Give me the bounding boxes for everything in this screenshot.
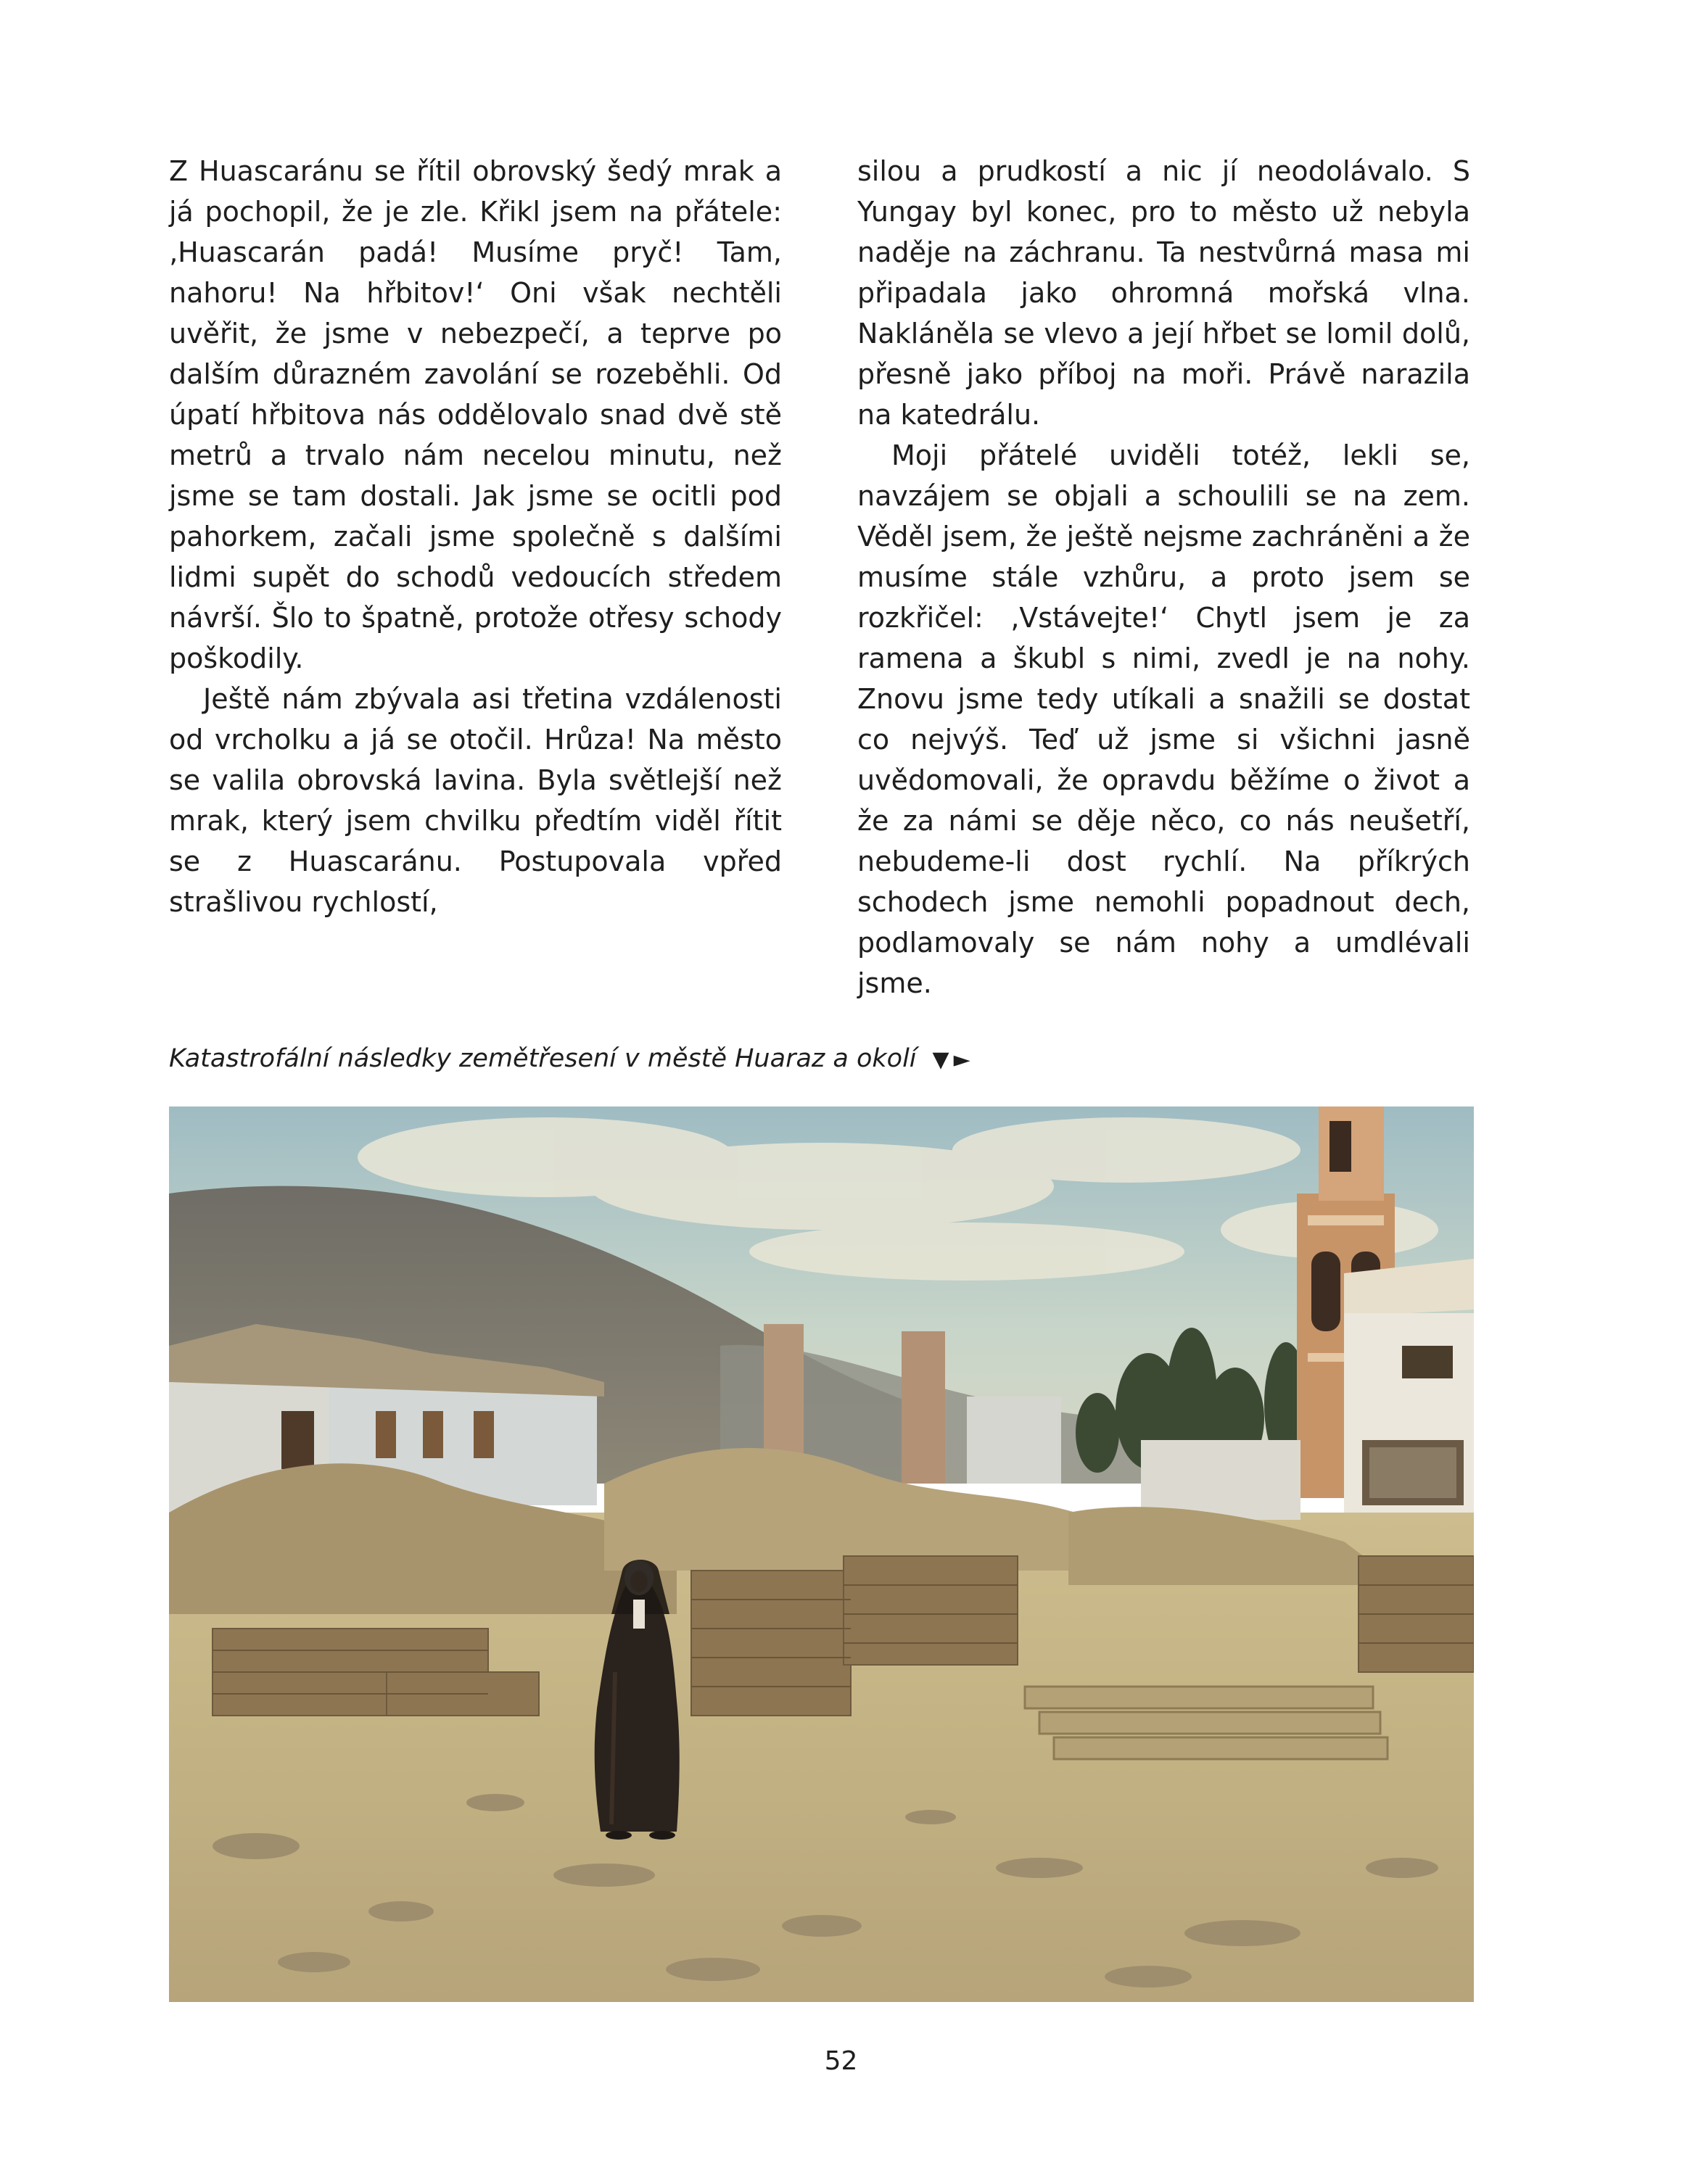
text-column-left [169, 151, 782, 922]
photo-illustration [169, 1107, 1474, 2002]
caption-arrows-icon: ▼► [932, 1047, 975, 1072]
paragraph: Moji přátelé uviděli totéž, lekli se, navzájem se objali a schoulili se na zem. Věděl jsem, že ještě nejsme zachráněni a že musíme stále vzhůru, a proto jsem se rozkřičel: ‚Vstávejte!‘ Chytl jsem je za ramena a škubl s nimi, zvedl je na nohy. Znovu jsme tedy utíkali a snažili se dostat co nejvýš. Teď už jsme si všichni jasně uvědomovali, že opravdu běžíme o život a že za námi se děje něco, co nás neušetří, nebudeme-li dost rychlí. Na příkrých schodech jsme nemohli popadnout dech, podlamovaly se nám nohy a umdlévali jsme. [857, 439, 1470, 999]
photo-caption [169, 1038, 975, 1079]
caption-text: Katastrofální následky zemětřesení v městě Huaraz a okolí [169, 1044, 917, 1073]
paragraph: Ještě nám zbývala asi třetina vzdálenosti od vrcholku a já se otočil. Hrůza! Na město se valila obrovská lavina. Byla světlejší než mrak, který jsem chvilku předtím viděl řítit se z Huascaránu. Postupovala vpřed strašlivou rychlostí, [169, 683, 782, 918]
text-column-right [857, 151, 1470, 1004]
stone-steps [1025, 1687, 1388, 1759]
paragraph: silou a prudkostí a nic jí neodolávalo. S Yungay byl konec, pro to město už nebyla naděje na záchranu. Ta nestvůrná masa mi připadala jako ohromná mořská vlna. Nakláněla se vlevo a její hřbet se lomil dolů, přesně jako příboj na moři. Právě narazila na katedrálu. [857, 155, 1470, 431]
paragraph: Z Huascaránu se řítil obrovský šedý mrak a já pochopil, že je zle. Křikl jsem na přátele: ‚Huascarán padá! Musíme pryč! Tam, nahoru! Na hřbitov!‘ Oni však nechtěli uvěřit, že jsme v nebezpečí, a teprve po dalším důrazném zavolání se rozeběhli. Od úpatí hřbitova nás oddělovalo snad dvě stě metrů a trvalo nám necelou minutu, než jsme se tam dostali. Jak jsme se ocitli pod pahorkem, začali jsme společně s dalšími lidmi supět do schodů vedoucích středem návrší. Šlo to špatně, protože otřesy schody poškodily. [169, 155, 782, 674]
photo-earthquake-ruins [169, 1107, 1474, 2002]
page-number: 52 [824, 2046, 858, 2076]
